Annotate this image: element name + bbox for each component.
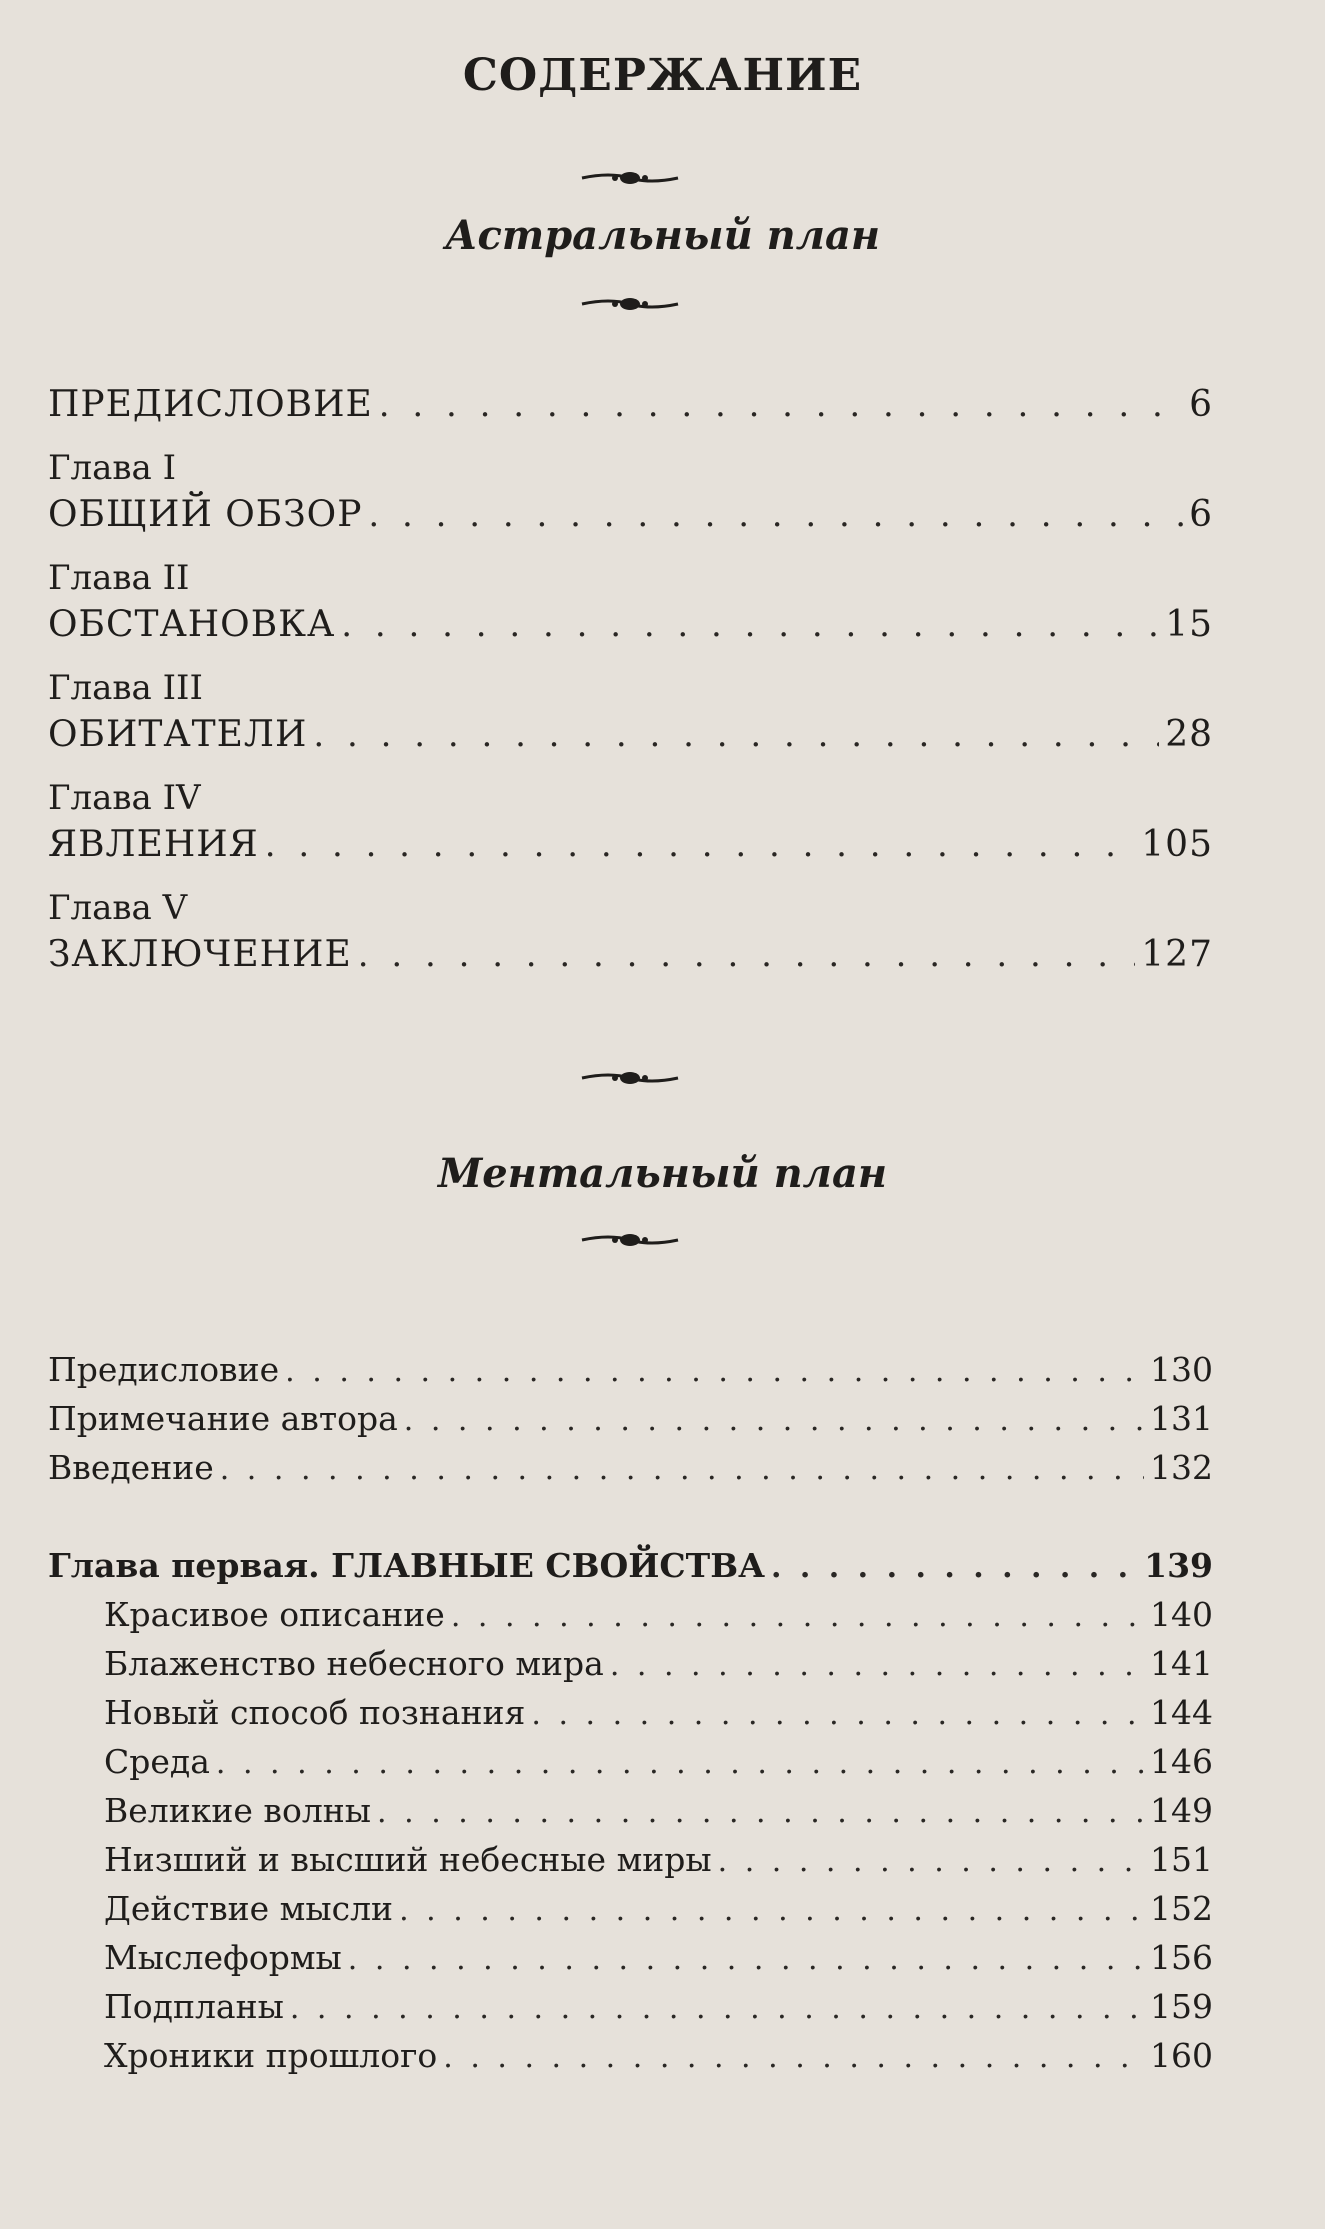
toc-subentry[interactable]: Действие мысли . . . 152 — [104, 1889, 1213, 1939]
leader-dots — [399, 1893, 1144, 1928]
leader-dots — [451, 1599, 1144, 1634]
toc-chapter-entry[interactable]: Глава первая. ГЛАВНЫЕ СВОЙСТВА . . . 139 — [48, 1546, 1213, 1596]
toc-entry[interactable]: Примечание автора . . . 131 — [48, 1399, 1213, 1449]
toc-subentry[interactable]: Среда . . . 146 — [104, 1742, 1213, 1792]
toc-entry[interactable]: ЯВЛЕНИЯ . . . 105 — [48, 824, 1213, 874]
ornament-divider — [580, 166, 680, 190]
page-title: СОДЕРЖАНИЕ — [462, 50, 863, 101]
leader-dots — [348, 1942, 1144, 1977]
chapter-number: Глава V — [48, 888, 188, 928]
page-number: 127 — [1141, 934, 1213, 975]
chapter-number: Глава I — [48, 448, 177, 488]
toc-subentry[interactable]: Великие волны . . . 149 — [104, 1791, 1213, 1841]
leader-dots — [368, 495, 1183, 535]
leader-dots — [718, 1844, 1144, 1879]
toc-subentry[interactable]: Новый способ познания . . . 144 — [104, 1693, 1213, 1743]
toc-subentry[interactable]: Красивое описание . . . 140 — [104, 1595, 1213, 1645]
toc-subentry[interactable]: Блаженство небесного мира . . . 141 — [104, 1644, 1213, 1694]
page-number: 146 — [1150, 1742, 1213, 1781]
leader-dots — [358, 935, 1136, 975]
page-number: 140 — [1150, 1595, 1213, 1634]
page-number: 6 — [1189, 494, 1213, 535]
toc-subentry[interactable]: Мыслеформы . . . 156 — [104, 1938, 1213, 1988]
leader-dots — [265, 825, 1136, 865]
chapter-number: Глава IV — [48, 778, 201, 818]
page-number: 6 — [1189, 384, 1213, 425]
ornament-divider — [580, 1228, 680, 1252]
page-number: 160 — [1150, 2036, 1213, 2075]
ornament-divider — [580, 1066, 680, 1090]
leader-dots — [216, 1746, 1144, 1781]
leader-dots — [379, 385, 1183, 425]
page-number: 28 — [1165, 714, 1213, 755]
page-number: 149 — [1150, 1791, 1213, 1830]
toc-entry[interactable]: Введение . . . 132 — [48, 1448, 1213, 1498]
leader-dots — [771, 1550, 1138, 1585]
leader-dots — [313, 715, 1159, 755]
ornament-divider — [580, 292, 680, 316]
toc-subentry[interactable]: Низший и высший небесные миры . . . 151 — [104, 1840, 1213, 1890]
leader-dots — [377, 1795, 1144, 1830]
page-number: 151 — [1150, 1840, 1213, 1879]
chapter-number: Глава II — [48, 558, 190, 598]
leader-dots — [341, 605, 1159, 645]
leader-dots — [220, 1452, 1144, 1487]
leader-dots — [443, 2040, 1144, 2075]
page-number: 156 — [1150, 1938, 1213, 1977]
toc-subentry[interactable]: Подпланы . . . 159 — [104, 1987, 1213, 2037]
page-number: 152 — [1150, 1889, 1213, 1928]
leader-dots — [290, 1991, 1144, 2026]
leader-dots — [610, 1648, 1144, 1683]
page-number: 131 — [1150, 1399, 1213, 1438]
section-title-mental: Ментальный план — [437, 1150, 888, 1197]
leader-dots — [404, 1403, 1144, 1438]
page-number: 15 — [1165, 604, 1213, 645]
toc-entry[interactable]: Предисловие . . . 130 — [48, 1350, 1213, 1400]
toc-entry[interactable]: ЗАКЛЮЧЕНИЕ . . . 127 — [48, 934, 1213, 984]
toc-subentry[interactable]: Хроники прошлого . . . 160 — [104, 2036, 1213, 2086]
leader-dots — [285, 1354, 1144, 1389]
page-number: 159 — [1150, 1987, 1213, 2026]
page-number: 141 — [1150, 1644, 1213, 1683]
page-number: 105 — [1141, 824, 1213, 865]
page-number: 132 — [1150, 1448, 1213, 1487]
page-number: 139 — [1144, 1546, 1213, 1585]
chapter-number: Глава III — [48, 668, 203, 708]
toc-entry[interactable]: ОБЩИЙ ОБЗОР . . . 6 — [48, 494, 1213, 544]
section-title-astral: Астральный план — [444, 212, 881, 259]
leader-dots — [531, 1697, 1144, 1732]
toc-entry[interactable]: ОБИТАТЕЛИ . . . 28 — [48, 714, 1213, 764]
page-number: 144 — [1150, 1693, 1213, 1732]
toc-entry[interactable]: ОБСТАНОВКА . . . 15 — [48, 604, 1213, 654]
toc-entry[interactable]: ПРЕДИСЛОВИЕ . . . 6 — [48, 384, 1213, 434]
page-number: 130 — [1150, 1350, 1213, 1389]
